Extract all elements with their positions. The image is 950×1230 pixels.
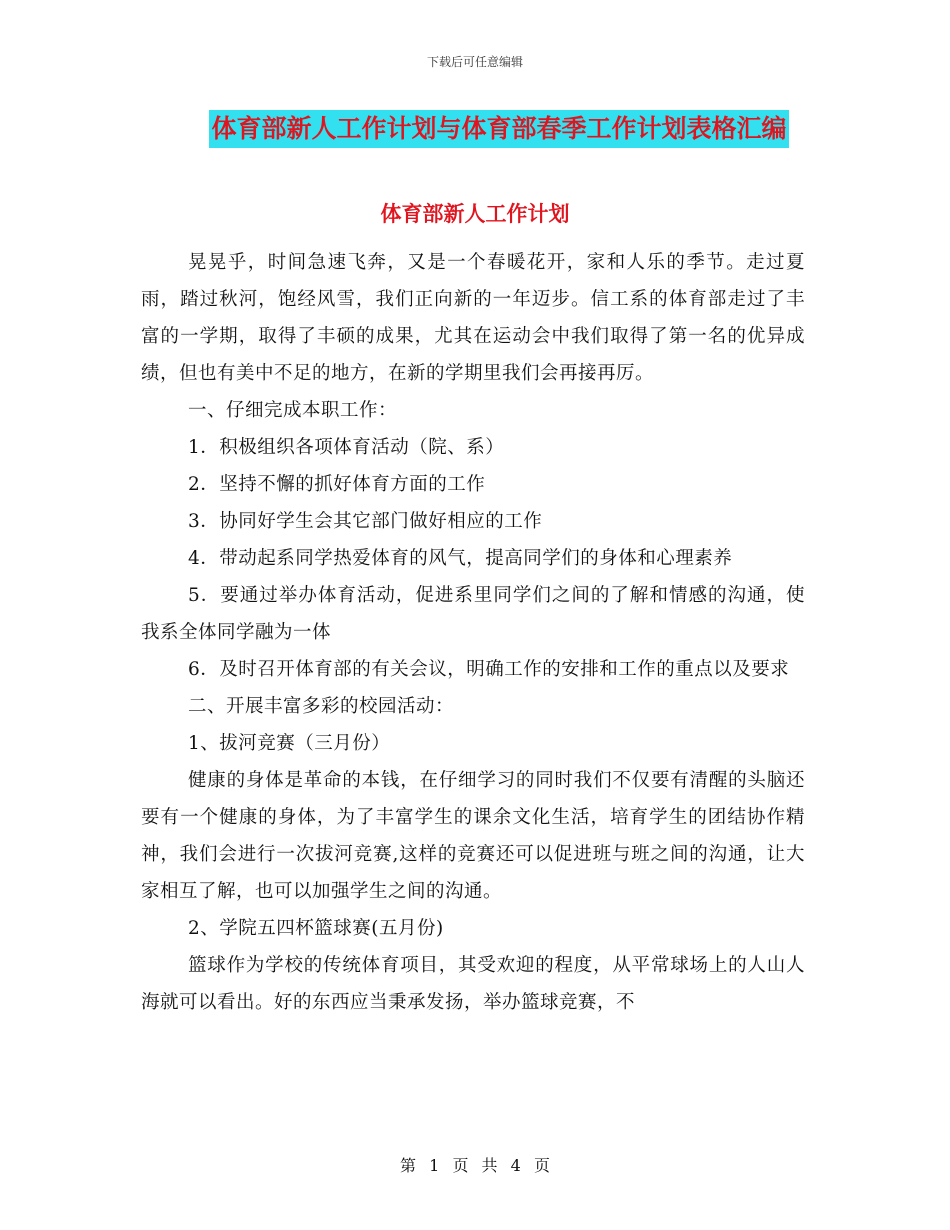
footer-page-number: 1 [429,1156,440,1175]
paragraph-intro: 晃晃乎，时间急速飞奔，又是一个春暖花开，家和人乐的季节。走过夏雨，踏过秋河，饱经风雪，我们正向新的一年迈步。信工系的体育部走过了丰富的一学期，取得了丰硕的成果，尤其在运动会中我们取得了第一名的优异成绩，但也有美中不足的地方，在新的学期里我们会再接再厉。 [141,252,805,384]
heading-activities: 二、开展丰富多彩的校园活动： [188,696,455,717]
list-item: 1．积极组织各项体育活动（院、系） [188,437,505,458]
list-item: 5．要通过举办体育活动，促进系里同学们之间的了解和情感的沟通，使我系全体同学融为一体 [141,585,805,643]
document-title: 体育部新人工作计划与体育部春季工作计划表格汇编 [209,110,788,148]
document-title-container [0,110,950,148]
section-title: 体育部新人工作计划 [380,202,570,226]
document-body [141,244,805,1021]
footer-suffix: 页 [533,1156,550,1175]
heading-duties: 一、仔细完成本职工作： [188,400,398,421]
footer-total-label: 共 [481,1156,498,1175]
header-note: 下载后可任意编辑 [426,55,523,69]
subheading-tug-of-war: 1、拔河竞赛（三月份） [188,733,391,754]
list-item: 6．及时召开体育部的有关会议，明确工作的安排和工作的重点以及要求 [188,659,790,680]
list-item: 2．坚持不懈的抓好体育方面的工作 [188,474,486,495]
list-item: 3．协同好学生会其它部门做好相应的工作 [188,511,543,532]
footer-total-pages: 4 [510,1156,521,1175]
subheading-basketball: 2、学院五四杯篮球赛(五月份) [188,918,444,939]
paragraph-tug-of-war: 健康的身体是革命的本钱，在仔细学习的同时我们不仅要有清醒的头脑还要有一个健康的身体，为了丰富学生的课余文化生活，培育学生的团结协作精神，我们会进行一次拔河竞赛,这样的竞赛还可以促进班与班之间的沟通，让大家相互了解，也可以加强学生之间的沟通。 [141,770,805,902]
list-item: 4．带动起系同学热爱体育的风气，提高同学们的身体和心理素养 [188,548,733,569]
footer-prefix: 第 [400,1156,417,1175]
paragraph-basketball: 篮球作为学校的传统体育项目，其受欢迎的程度，从平常球场上的人山人海就可以看出。好的东西应当秉承发扬，举办篮球竞赛，不 [141,955,805,1013]
footer-page-label: 页 [452,1156,469,1175]
page-footer [0,1153,950,1176]
